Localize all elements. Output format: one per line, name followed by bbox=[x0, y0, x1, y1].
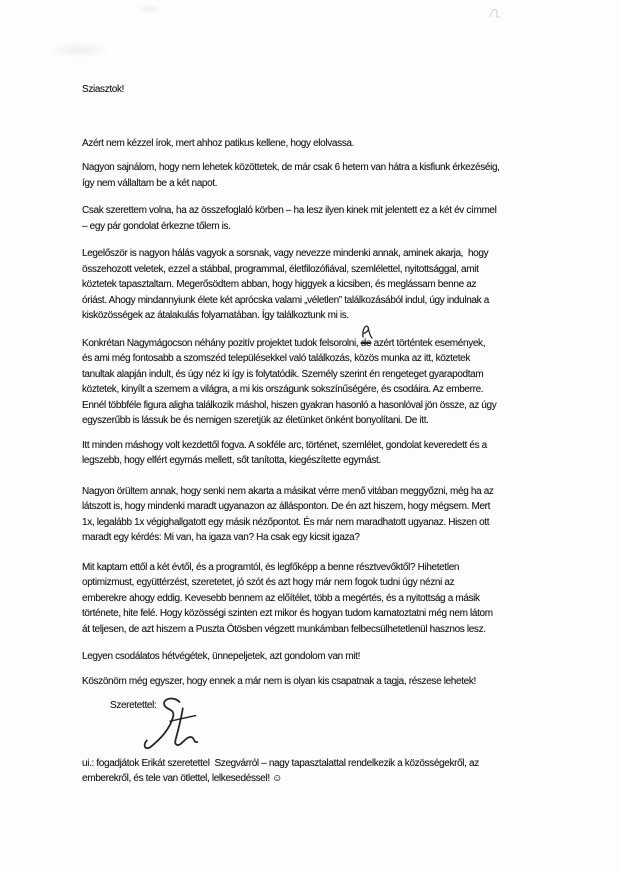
postscript bbox=[82, 756, 560, 787]
text-line: 1x, legalább 1x végighallgatott egy másik nézőpontot. És már nem maradhatott ugyanaz. Hiszen ott bbox=[82, 516, 490, 528]
text-line: látszott is, hogy mindenki maradt ugyanazon az állásponton. De én azt hiszem, hogy mégsem. Mert bbox=[82, 501, 491, 512]
struck-word: de bbox=[361, 338, 371, 349]
text-line: és ami még fontosabb a szomszéd településekkel való találkozás, közös munka az itt, köztetek bbox=[82, 353, 471, 364]
text-line: Csak szerettem volna, ha az összefoglaló körben – ha lesz ilyen kinek mit jelentett ez a két év címmel bbox=[82, 205, 497, 216]
text-line: át teljesen, de azt hiszem a Puszta Ötösben végzett munkámban felbecsülhetetlenül hasznos lesz. bbox=[82, 623, 486, 635]
closing-salutation: Szeretettel: bbox=[110, 700, 157, 711]
text-line: maradt egy kérdés: Mi van, ha igaza van? Ha csak egy kicsit igaza? bbox=[82, 532, 360, 543]
text-line: – egy pár gondolat érkezne tőlem is. bbox=[82, 220, 231, 232]
greeting: Sziasztok! bbox=[82, 84, 125, 95]
handwritten-signature bbox=[134, 694, 206, 758]
paragraph bbox=[82, 484, 560, 546]
text-line: Nagyon sajnálom, hogy nem lehetek közöttetek, de már csak 6 hetem van hátra a kisfiunk érkezéséig, bbox=[82, 162, 500, 173]
paragraph bbox=[82, 674, 560, 690]
paragraph bbox=[82, 336, 560, 429]
signature-row bbox=[82, 714, 560, 756]
text-line: Nagyon örültem annak, hogy senki nem akarta a másikat vérre menő vitában meggyőzni, még ha az bbox=[82, 485, 494, 497]
postscript-line: ui.: fogadjátok Erikát szeretettel Szegvárról – nagy tapasztalattal rendelkezik a közösségekről, az bbox=[82, 757, 479, 769]
letter-body bbox=[82, 136, 560, 690]
text-segment: Konkrétan Nagymágocson néhány pozitív projektet tudok felsorolni, bbox=[82, 337, 361, 349]
text-line: tanultak alapján indult, és úgy néz ki így is folytatódik. Személy szerint én rengeteget gyarapodtam bbox=[82, 368, 484, 380]
paragraph bbox=[82, 160, 560, 191]
paragraph bbox=[82, 246, 560, 324]
handwritten-correction-mark bbox=[360, 323, 374, 340]
text-line: összehozott veletek, ezzel a stábbal, programmal, életfilozófiával, szemlélettel, nyitottsággal, amit bbox=[82, 263, 479, 275]
text-line bbox=[82, 336, 560, 352]
text-line: története, hite felé. Hogy közösségi szinten ezt mikor és hogyan tudom kamatoztatni még nem látom bbox=[82, 608, 493, 619]
postscript-line: emberekről, és tele van ötlettel, lelkesedéssel! ☺ bbox=[82, 773, 283, 784]
text-line: így nem vállaltam be a két napot. bbox=[82, 177, 218, 189]
text-line: legszebb, hogy elfért egymás mellett, sőt tanította, kiegészítette egymást. bbox=[82, 455, 381, 466]
text-line: Legyen csodálatos hétvégétek, ünnepeljetek, azt gondolom van mit! bbox=[82, 651, 361, 662]
text-line: Azért nem kézzel írok, mert ahhoz patikus kellene, hogy elolvassa. bbox=[82, 137, 355, 149]
text-line: Itt minden máshogy volt kezdettől fogva. A sokféle arc, történet, szemlélet, gondolat keveredett és a bbox=[82, 439, 487, 451]
text-line: kisközösségek az átalakulás folyamatában. Így találkoztunk mi is. bbox=[82, 310, 349, 321]
text-line: óriást. Ahogy mindannyiunk élete két aprócska valami „véletlen” találkozásából indul, úgy indulnak a bbox=[82, 294, 489, 306]
paragraph bbox=[82, 438, 560, 469]
text-line: emberekre ahogy eddig. Kevesebb bennem az előítélet, több a megértés, és a nyitottság a másik bbox=[82, 592, 480, 604]
text-line: egyszerűbb is lássuk be és nemigen szeretjük az életünket önként bonyolítani. De itt. bbox=[82, 415, 429, 426]
text-line: Legelőször is nagyon hálás vagyok a sorsnak, vagy nevezze mindenki annak, aminek akarja, hogy bbox=[82, 248, 489, 259]
paragraph bbox=[82, 649, 560, 665]
text-line: Köszönöm még egyszer, hogy ennek a már nem is olyan kis csapatnak a tagja, részese lehetek! bbox=[82, 675, 476, 687]
text-line: Ennél többféle figura aligha találkozik máshol, hiszen gyakran hasonló a hasonlóval jön össze, az úgy bbox=[82, 399, 497, 411]
text-line: köztetek, kinyílt a szemem a világra, a mi kis országunk sokszínűségére, és csodáira. Az emberre. bbox=[82, 384, 484, 395]
text-line: köztetek tapasztaltam. Megerősödtem abban, hogy higgyek a kicsiben, és meglássam benne az bbox=[82, 279, 477, 290]
paragraph bbox=[82, 203, 560, 234]
paragraph bbox=[82, 136, 560, 152]
text-line: Mit kaptam ettől a két évtől, és a programtól, és legfőképp a benne résztvevőktől? Hihetetlen bbox=[82, 561, 460, 573]
paragraph bbox=[82, 560, 560, 638]
text-segment: azért történtek események, bbox=[371, 337, 486, 349]
text-line: optimizmust, együttérzést, szeretetet, jó szót és azt hogy már nem fogok tudni úgy nézni az bbox=[82, 577, 455, 588]
